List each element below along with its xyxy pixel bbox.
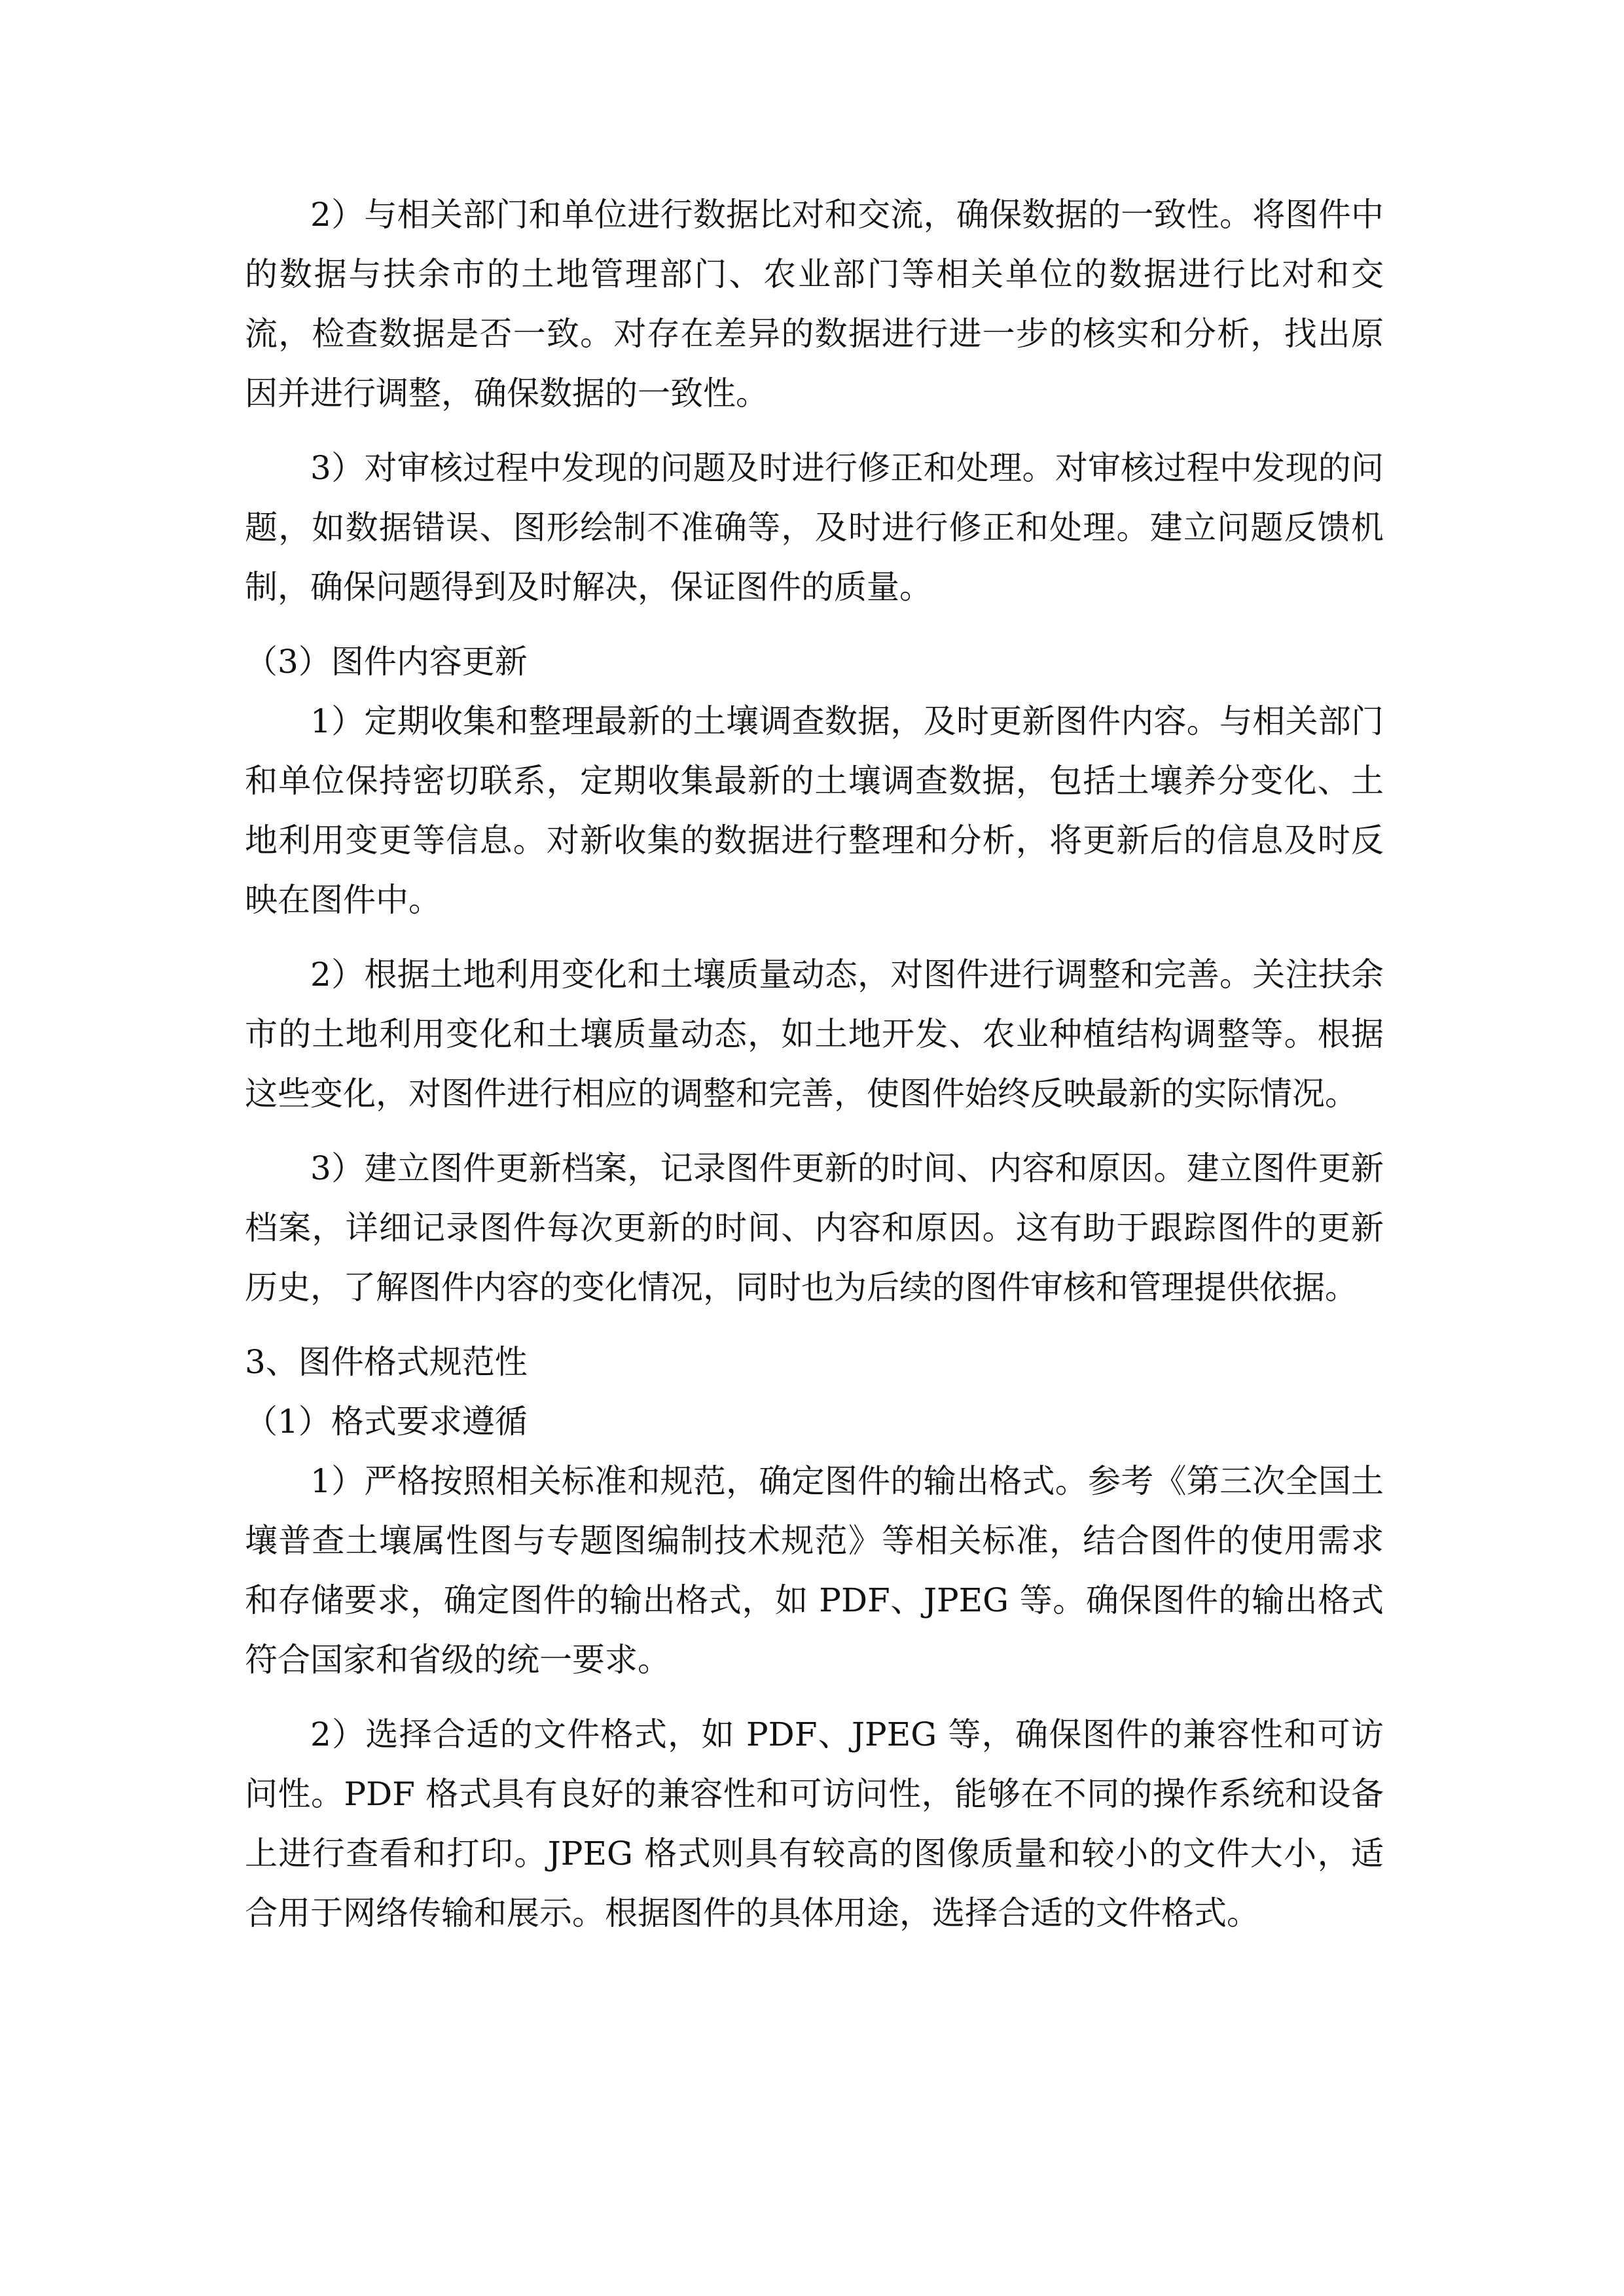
paragraph-adjust-maps: 2）根据土地利用变化和土壤质量动态，对图件进行调整和完善。关注扶余市的土地利用变化和土壤质量动态，如土地开发、农业种植结构调整等。根据这些变化，对图件进行相应的调整和完善，使图件始终反映最新的实际情况。 (245, 956, 1384, 1113)
section-heading-format: 3、图件格式规范性 (245, 1343, 528, 1381)
subheading-content-update: （3）图件内容更新 (245, 643, 528, 681)
paragraph-output-format: 1）严格按照相关标准和规范，确定图件的输出格式。参考《第三次全国土壤普查土壤属性图与专题图编制技术规范》等相关标准，结合图件的使用需求和存储要求，确定图件的输出格式，如 PDF、JPEG 等。确保图件的输出格式符合国家和省级的统一要求。 (245, 1462, 1384, 1679)
document-body (245, 185, 1384, 1958)
paragraph-file-format: 2）选择合适的文件格式，如 PDF、JPEG 等，确保图件的兼容性和可访问性。PDF 格式具有良好的兼容性和可访问性，能够在不同的操作系统和设备上进行查看和打印。JPEG 格式则具有较高的图像质量和较小的文件大小，适合用于网络传输和展示。根据图件的具体用途，选择合适的文件格式。 (245, 1715, 1384, 1932)
subheading-format-requirements: （1）格式要求遵循 (245, 1403, 528, 1441)
paragraph-data-comparison: 2）与相关部门和单位进行数据比对和交流，确保数据的一致性。将图件中的数据与扶余市的土地管理部门、农业部门等相关单位的数据进行比对和交流，检查数据是否一致。对存在差异的数据进行进一步的核实和分析，找出原因并进行调整，确保数据的一致性。 (245, 196, 1384, 412)
paragraph-issue-correction: 3）对审核过程中发现的问题及时进行修正和处理。对审核过程中发现的问题，如数据错误、图形绘制不准确等，及时进行修正和处理。建立问题反馈机制，确保问题得到及时解决，保证图件的质量。 (245, 449, 1384, 606)
paragraph-collect-data: 1）定期收集和整理最新的土壤调查数据，及时更新图件内容。与相关部门和单位保持密切联系，定期收集最新的土壤调查数据，包括土壤养分变化、土地利用变更等信息。对新收集的数据进行整理和分析，将更新后的信息及时反映在图件中。 (245, 702, 1384, 919)
paragraph-update-archive: 3）建立图件更新档案，记录图件更新的时间、内容和原因。建立图件更新档案，详细记录图件每次更新的时间、内容和原因。这有助于跟踪图件的更新历史，了解图件内容的变化情况，同时也为后续的图件审核和管理提供依据。 (245, 1149, 1384, 1306)
